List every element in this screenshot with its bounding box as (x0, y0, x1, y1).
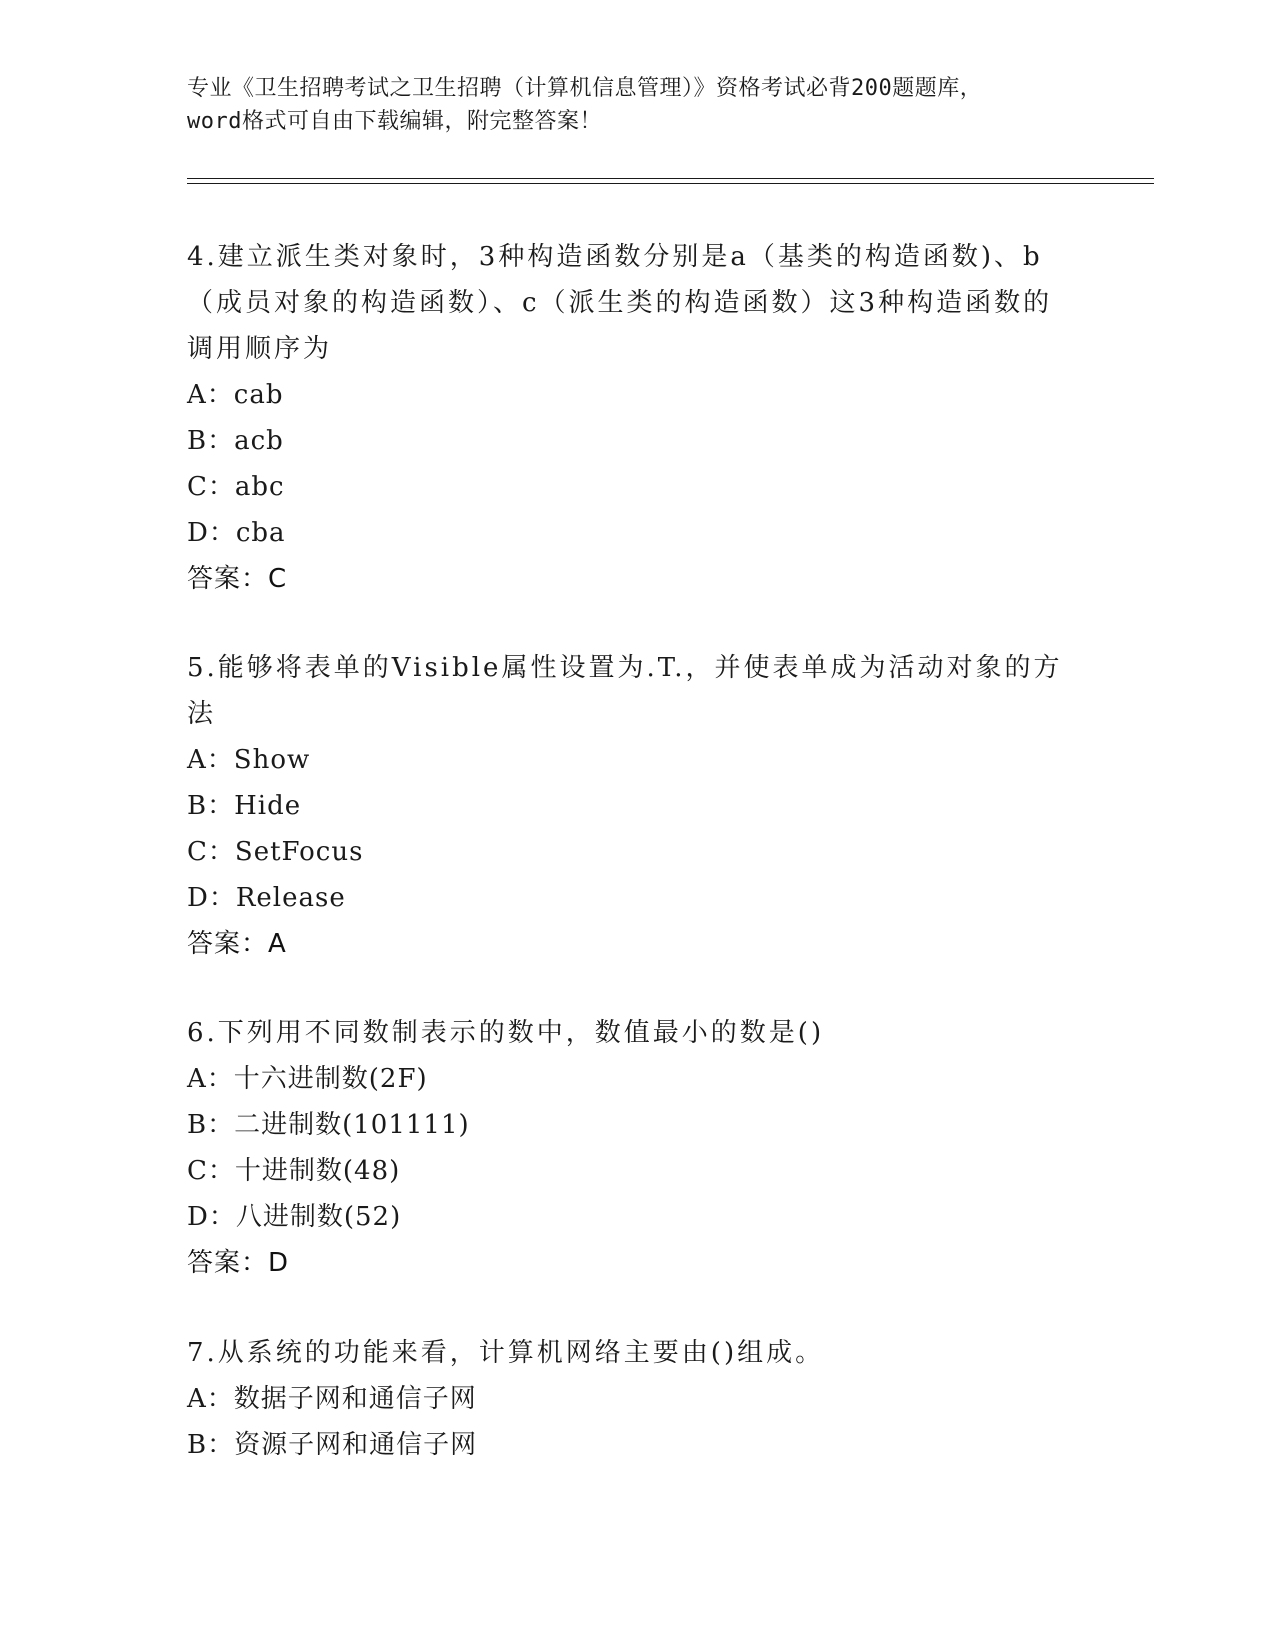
question-7 (187, 1330, 1067, 1468)
option-d: D：cba (187, 518, 286, 548)
question-stem: 4.建立派生类对象时，3种构造函数分别是a（基类的构造函数)、b（成员对象的构造函数）、c（派生类的构造函数）这3种构造函数的调用顺序为 (187, 242, 1053, 364)
question-6 (187, 1010, 1067, 1286)
question-stem: 6.下列用不同数制表示的数中，数值最小的数是() (187, 1018, 825, 1048)
answer-line: 答案：D (187, 1248, 290, 1278)
option-d: D：Release (187, 883, 346, 913)
question-stem: 7.从系统的功能来看，计算机网络主要由()组成。 (187, 1338, 825, 1368)
option-a: A：cab (187, 380, 284, 410)
option-a: A：数据子网和通信子网 (187, 1384, 477, 1414)
header-title-line: 专业《卫生招聘考试之卫生招聘（计算机信息管理）》资格考试必背200题题库， (187, 76, 983, 101)
option-b: B：二进制数(101111) (187, 1110, 470, 1140)
option-c: C：十进制数(48) (187, 1156, 401, 1186)
option-a: A：十六进制数(2F) (187, 1064, 428, 1094)
header-divider-top (187, 178, 1154, 179)
option-d: D：八进制数(52) (187, 1202, 402, 1232)
answer-line: 答案：C (187, 564, 288, 594)
option-b: B：资源子网和通信子网 (187, 1430, 478, 1460)
option-a: A：Show (187, 745, 311, 775)
option-b: B：Hide (187, 791, 302, 821)
answer-line: 答案：A (187, 929, 287, 959)
header-subtitle-line: word格式可自由下载编辑，附完整答案！ (187, 109, 602, 134)
question-5 (187, 645, 1067, 967)
option-b: B：acb (187, 426, 284, 456)
question-4 (187, 234, 1067, 602)
option-c: C：SetFocus (187, 837, 364, 867)
document-header (187, 72, 1087, 138)
option-c: C：abc (187, 472, 285, 502)
header-divider-bottom (187, 183, 1154, 184)
question-stem: 5.能够将表单的Visible属性设置为.T.，并使表单成为活动对象的方法 (187, 653, 1063, 729)
